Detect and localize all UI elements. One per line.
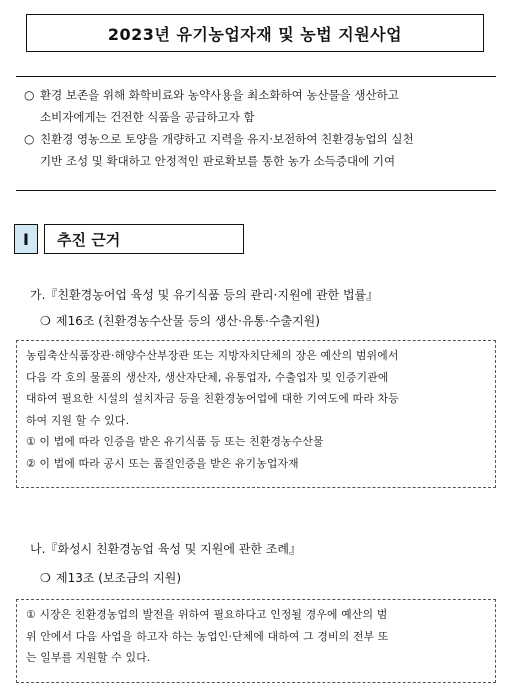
article-heading bbox=[40, 312, 320, 329]
excerpt-line: ① 이 법에 따라 인증을 받은 유기식품 등 또는 친환경농수산물 bbox=[26, 435, 324, 448]
law-title: 가.『친환경농어업 육성 및 유기식품 등의 관리·지원에 관한 법률』 bbox=[30, 288, 379, 302]
ordinance-excerpt-box bbox=[16, 599, 496, 683]
excerpt-line: 위 안에서 다음 사업을 하고자 하는 농업인·단체에 대하여 그 경비의 전부 또 bbox=[26, 629, 389, 643]
circle-bullet-icon: ❍ bbox=[40, 314, 51, 328]
excerpt-line: ① 시장은 친환경농업의 발전을 위하여 필요하다고 인정될 경우에 예산의 범 bbox=[26, 608, 388, 621]
article-label: 제16조 (친환경농수산물 등의 생산·유통·수출지원) bbox=[56, 314, 320, 328]
purpose-line: 환경 보존을 위해 화학비료와 농약사용을 최소화하여 농산물을 생산하고 bbox=[40, 88, 399, 102]
excerpt-line: 하여 지원 할 수 있다. bbox=[26, 413, 130, 427]
section-heading bbox=[14, 224, 244, 254]
excerpt-line: 는 일부를 지원할 수 있다. bbox=[26, 651, 151, 664]
excerpt-line: 농림축산식품장관·해양수산부장관 또는 지방자치단체의 장은 예산의 범위에서 bbox=[26, 349, 399, 362]
divider-bottom bbox=[16, 190, 496, 191]
purpose-line: 기반 조성 및 확대하고 안정적인 판로확보를 통한 농가 소득증대에 기여 bbox=[40, 154, 396, 168]
purpose-list bbox=[24, 84, 494, 172]
purpose-item bbox=[24, 128, 494, 172]
section-title: 추진 근거 bbox=[44, 224, 244, 254]
section-number: Ⅰ bbox=[14, 224, 38, 254]
article-heading bbox=[40, 569, 181, 586]
excerpt-line: 대하여 필요한 시설의 설치자금 등을 친환경농어업에 대한 기여도에 따라 차등 bbox=[26, 392, 399, 405]
purpose-line: 소비자에게는 건전한 식품을 공급하고자 함 bbox=[40, 110, 255, 124]
ordinance-title: 나.『화성시 친환경농업 육성 및 지원에 관한 조례』 bbox=[30, 542, 301, 556]
circle-bullet-icon: ○ bbox=[24, 88, 35, 102]
document-title: 2023년 유기농업자재 및 농법 지원사업 bbox=[26, 14, 484, 52]
article-label: 제13조 (보조금의 지원) bbox=[56, 571, 181, 585]
excerpt-line: 다음 각 호의 물품의 생산자, 생산자단체, 유통업자, 수출업자 및 인증기관에 bbox=[26, 370, 389, 384]
excerpt-line: ② 이 법에 따라 공시 또는 품질인증을 받은 유기농업자재 bbox=[26, 456, 299, 470]
purpose-item bbox=[24, 84, 494, 128]
circle-bullet-icon: ○ bbox=[24, 132, 35, 146]
law-excerpt-box bbox=[16, 340, 496, 488]
circle-bullet-icon: ❍ bbox=[40, 571, 51, 585]
divider-top bbox=[16, 76, 496, 77]
purpose-line: 친환경 영농으로 토양을 개량하고 지력을 유지·보전하여 친환경농업의 실천 bbox=[40, 132, 414, 146]
